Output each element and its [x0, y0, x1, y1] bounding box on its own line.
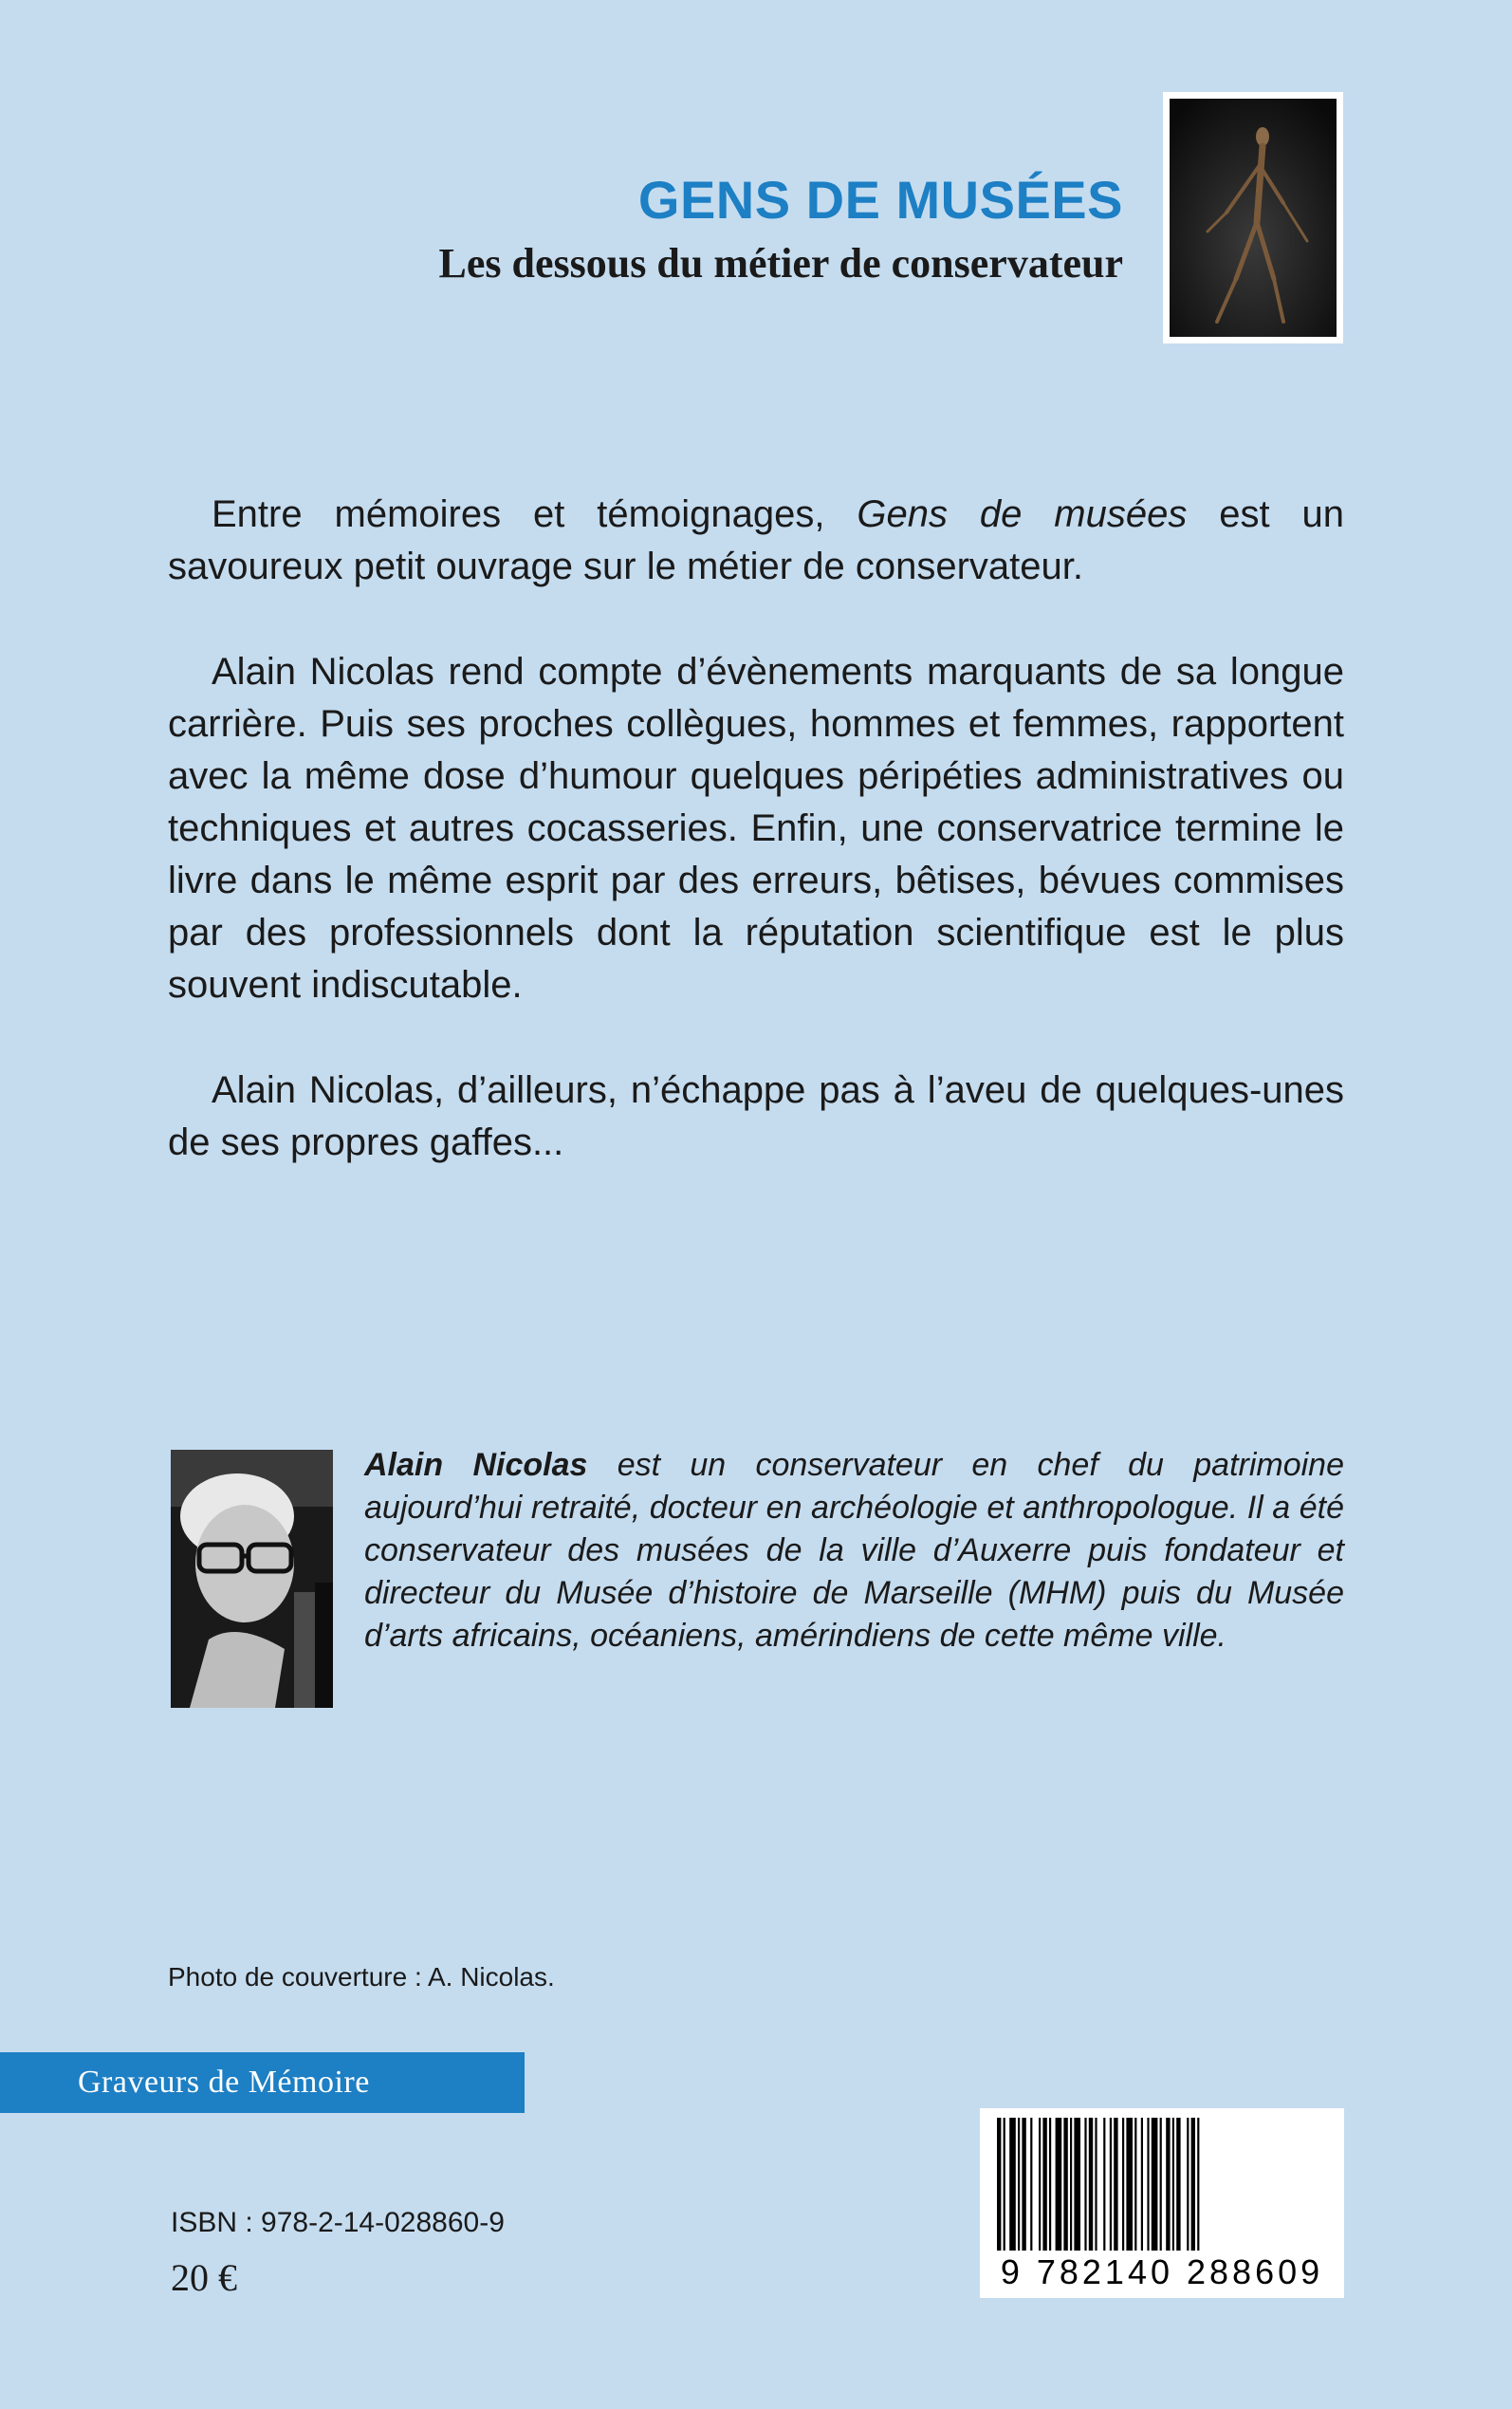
barcode-bar: [1147, 2118, 1149, 2251]
blurb: [168, 489, 1344, 1222]
barcode-bar: [1063, 2118, 1067, 2251]
barcode-bar: [1126, 2118, 1133, 2251]
barcode-bar: [1103, 2118, 1105, 2251]
barcode-bar: [1074, 2118, 1080, 2251]
isbn: ISBN : 978-2-14-028860-9: [171, 2207, 505, 2238]
author-photo: [171, 1450, 333, 1708]
price: 20 €: [171, 2256, 237, 2299]
barcode-bar: [1191, 2118, 1195, 2251]
photo-credit: Photo de couverture : A. Nicolas.: [168, 1962, 555, 1992]
book-title: GENS DE MUSÉES: [637, 170, 1123, 230]
barcode-bar: [1042, 2118, 1046, 2251]
blurb-paragraph-1: Entre mémoires et témoignages, Gens de musées est un savoureux petit ouvrage sur le métier de conservateur.: [168, 493, 1344, 587]
barcode-bar: [1172, 2118, 1174, 2251]
author-bio: Alain Nicolas est un conservateur en chef du patrimoine aujourd’hui retraité, docteur en archéologie et anthropologue. Il a été conservateur des musées de la ville d’Auxerre puis fondateur et directeur du Musée d’histoire de Marseille (MHM) puis du Musée d’arts africains, océaniens, amérindiens de cette même ville.: [364, 1447, 1344, 1654]
barcode-bar: [1089, 2118, 1093, 2251]
barcode-bar: [1039, 2118, 1041, 2251]
barcode-bars: [997, 2118, 1327, 2251]
barcode-bar: [1152, 2118, 1158, 2251]
barcode-bar: [1056, 2118, 1062, 2251]
blurb-paragraph-2: Alain Nicolas rend compte d’évènements marquants de sa longue carrière. Puis ses proches collègues, hommes et femmes, rapportent avec la même dose d’humour quelques péripéties administratives ou techniques et autres cocasseries. Enfin, une conservatrice termine le livre dans le même esprit par des erreurs, bêtises, bévues commises par des professionnels dont la réputation scientifique est le plus souvent indiscutable.: [168, 651, 1344, 1006]
book-subtitle: Les dessous du métier de conservateur: [438, 240, 1123, 287]
barcode-bar: [1187, 2118, 1189, 2251]
barcode-bar: [1070, 2118, 1072, 2251]
barcode-bar: [1166, 2118, 1170, 2251]
blurb-paragraph-3: Alain Nicolas, d’ailleurs, n’échappe pas à l’aveu de quelques-unes de ses propres gaffes...: [168, 1069, 1344, 1163]
author-name: Alain Nicolas: [364, 1447, 588, 1483]
barcode-bar: [1022, 2118, 1025, 2251]
cover-thumbnail: [1163, 92, 1343, 343]
barcode-bar: [1095, 2118, 1097, 2251]
barcode-bar: [1176, 2118, 1180, 2251]
barcode-bar: [1004, 2118, 1005, 2251]
barcode-bar: [1049, 2118, 1051, 2251]
barcode-bar: [1084, 2118, 1086, 2251]
barcode-bar: [1009, 2118, 1016, 2251]
statue-image: [1170, 99, 1337, 337]
barcode-bar: [997, 2118, 1001, 2251]
barcode-bar: [1141, 2118, 1143, 2251]
author-portrait-image: [171, 1450, 333, 1708]
barcode-bar: [1122, 2118, 1124, 2251]
collection-name: Graveurs de Mémoire: [78, 2065, 370, 2100]
collection-band: [0, 2052, 525, 2113]
barcode: [980, 2108, 1344, 2298]
barcode-bar: [1160, 2118, 1162, 2251]
barcode-bar: [1018, 2118, 1020, 2251]
barcode-bar: [1110, 2118, 1112, 2251]
barcode-bar: [1134, 2118, 1136, 2251]
barcode-bar: [1030, 2118, 1032, 2251]
barcode-digits: 9 782140 288609: [1000, 2252, 1324, 2291]
barcode-bar: [1197, 2118, 1199, 2251]
barcode-bar: [1114, 2118, 1117, 2251]
